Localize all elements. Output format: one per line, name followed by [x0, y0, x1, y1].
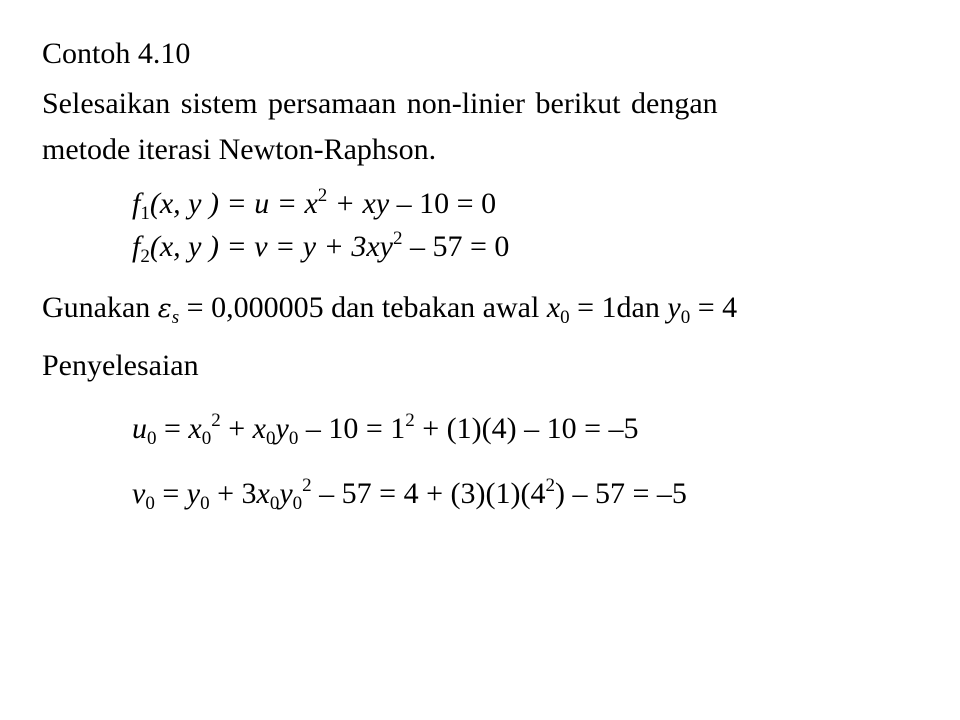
- epsilon-symbol: ε: [157, 294, 172, 324]
- solution-heading: Penyelesaian: [42, 349, 199, 382]
- problem-statement-line-1: Selesaikan sistem persamaan non-linier berikut dengan: [42, 87, 718, 120]
- equation-u0: $u_0 = x_0^2 + x_0y_0 - 10 = 1^2 + (1)(4) - 10 = -5$: [132, 410, 639, 449]
- example-title: Contoh 4.10: [42, 37, 191, 70]
- problem-statement-line-2: metode iterasi Newton-Raphson.: [42, 133, 437, 166]
- equation-f2: $f_2(x$, y ) = $v = y + 3xy^2 - 57 = 0$: [132, 228, 510, 267]
- equation-f1: $f_1(x$, y ) = $u = x^2$ + xy – 10 = 0: [132, 185, 497, 224]
- equation-v0: $v_0 = y_0 + 3x_0y_0^2 - 57 = 4 + (3)(1)(4^2) - 57 = -5$: [132, 475, 687, 514]
- given-conditions: Gunakan $\varepsilon_s = 0,000005$ dan tebakan awal $x_0 = 1dan$ $y_0 = 4$: [42, 291, 738, 328]
